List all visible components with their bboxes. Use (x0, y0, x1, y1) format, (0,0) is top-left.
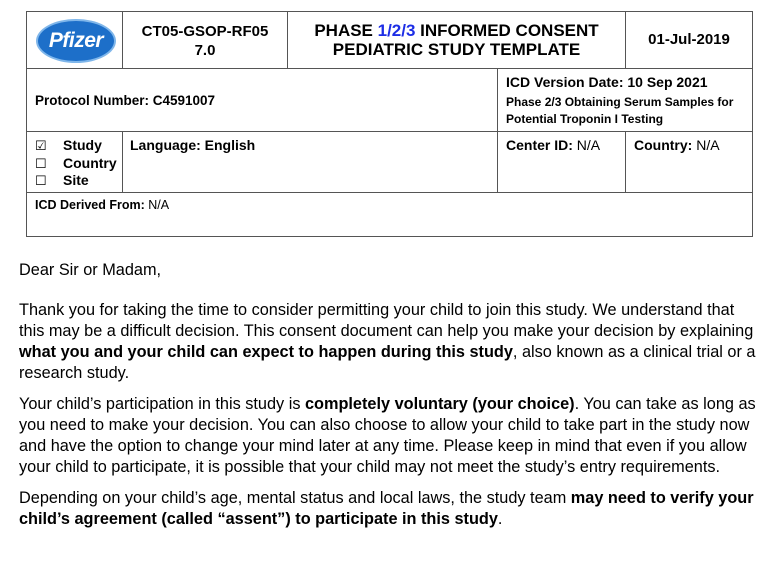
title-phase: 1/2/3 (377, 21, 416, 40)
checked-box-icon: ☑ (35, 138, 47, 153)
country: Country: N/A (626, 132, 753, 193)
logo-cell (27, 12, 123, 69)
icd-subtitle: Phase 2/3 Obtaining Serum Samples for Potential Troponin I Testing (506, 95, 734, 126)
document-header-table (26, 11, 753, 237)
icd-version-date: ICD Version Date: 10 Sep 2021 (506, 74, 708, 90)
consent-body (19, 260, 757, 540)
salutation: Dear Sir or Madam, (19, 261, 162, 279)
icd-version-cell (498, 69, 753, 132)
paragraph-voluntary: Your child’s participation in this study is completely voluntary (your choice). You can take as long as you need to make your decision. You can also choose to allow your child to take part in the study now and have the option to change your mind later at any time. Please keep in mind that even if you allow your child to participate, it is possible that your child may not meet the study’s entry requirements. (19, 395, 756, 476)
language: Language: English (123, 132, 498, 193)
paragraph-intro: Thank you for taking the time to consider permitting your child to join this study. We understand that this may be a difficult decision. This consent document can help you make your decision by explaining what you and your child can expect to happen during this study, also known as a clinical trial or a research study. (19, 301, 756, 382)
pfizer-logo: Pfizer (36, 19, 116, 63)
unchecked-box-icon: ☐ (35, 173, 47, 188)
doc-code: CT05-GSOP-RF05 (141, 23, 269, 40)
paragraph-assent: Depending on your child’s age, mental status and local laws, the study team may need to verify your child’s agreement (called “assent”) to participate in this study. (19, 489, 754, 528)
center-id: Center ID: N/A (498, 132, 626, 193)
protocol-number: Protocol Number: C4591007 (27, 69, 498, 132)
doc-version: 7.0 (194, 42, 216, 59)
doc-title: PHASE 1/2/3 INFORMED CONSENT PEDIATRIC STUDY TEMPLATE (288, 12, 626, 69)
doc-code-cell (123, 12, 288, 69)
checkbox-study[interactable]: ☑ Study (35, 137, 102, 153)
unchecked-box-icon: ☐ (35, 155, 47, 171)
checkbox-site[interactable]: ☐ Site (35, 172, 89, 188)
icd-derived-from: ICD Derived From: N/A (27, 193, 753, 237)
doc-date: 01-Jul-2019 (626, 12, 753, 69)
checkbox-country[interactable]: ☐ Country (35, 154, 117, 171)
scope-checkboxes (27, 132, 123, 193)
